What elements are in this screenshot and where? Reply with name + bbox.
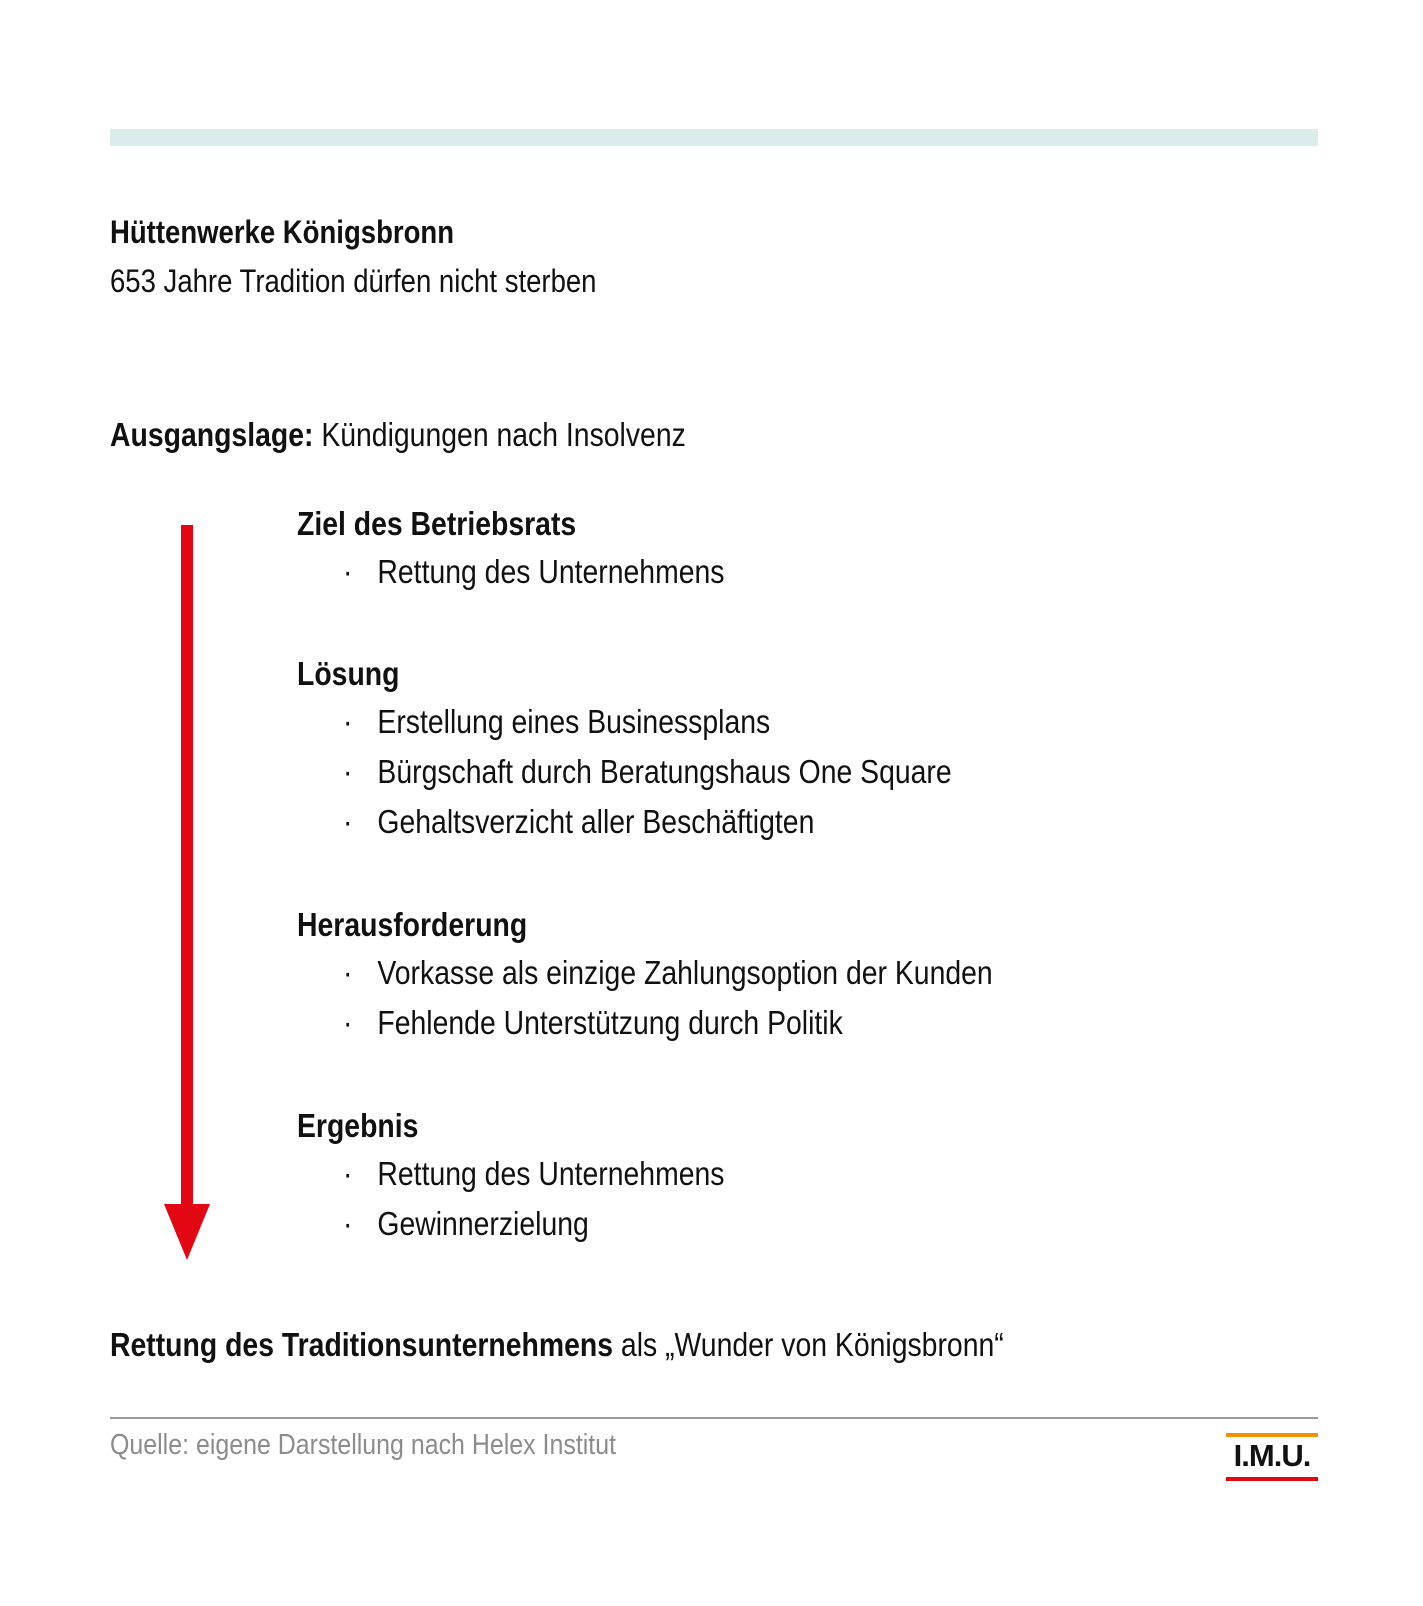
- bullet-icon: ·: [343, 753, 353, 790]
- list-item: [343, 703, 770, 741]
- list-item-text: Gewinnerzielung: [377, 1205, 589, 1242]
- section-heading-solution: Lösung: [297, 655, 400, 692]
- starting-situation-text: Kündigungen nach Insolvenz: [313, 416, 686, 453]
- list-item: [343, 1155, 724, 1193]
- footer-divider: [110, 1417, 1318, 1419]
- list-item: [343, 1205, 589, 1243]
- list-item-text: Fehlende Unterstützung durch Politik: [377, 1004, 843, 1041]
- final-result-bold: Rettung des Traditionsunternehmens: [110, 1326, 614, 1363]
- starting-situation-label: Ausgangslage:: [110, 416, 314, 453]
- list-item-text: Rettung des Unternehmens: [377, 1155, 725, 1192]
- list-item: [343, 1004, 843, 1042]
- list-item: [343, 553, 724, 591]
- page-subtitle: 653 Jahre Tradition dürfen nicht sterben: [110, 263, 597, 299]
- bullet-icon: ·: [343, 1155, 353, 1192]
- bullet-icon: ·: [343, 954, 353, 991]
- bullet-icon: ·: [343, 803, 353, 840]
- bullet-icon: ·: [343, 703, 353, 740]
- down-arrow-icon: [164, 1204, 210, 1260]
- section-heading-challenge: Herausforderung: [297, 906, 528, 943]
- final-result: [110, 1326, 1004, 1364]
- list-item-text: Bürgschaft durch Beratungshaus One Square: [377, 753, 952, 790]
- down-arrow-shaft: [181, 525, 193, 1208]
- logo-text: I.M.U.: [1233, 1438, 1311, 1473]
- final-result-rest: als „Wunder von Königsbronn“: [613, 1326, 1004, 1363]
- section-heading-goal: Ziel des Betriebsrats: [297, 505, 577, 542]
- starting-situation: [110, 416, 686, 454]
- bullet-icon: ·: [343, 553, 353, 590]
- imu-logo: [1226, 1433, 1318, 1481]
- list-item: [343, 803, 814, 841]
- bullet-icon: ·: [343, 1004, 353, 1041]
- top-accent-bar: [110, 129, 1318, 146]
- list-item: [343, 753, 952, 791]
- list-item-text: Gehaltsverzicht aller Beschäftigten: [377, 803, 815, 840]
- list-item: [343, 954, 993, 992]
- list-item-text: Vorkasse als einzige Zahlungsoption der Kunden: [377, 954, 993, 991]
- list-item-text: Rettung des Unternehmens: [377, 553, 725, 590]
- bullet-icon: ·: [343, 1205, 353, 1242]
- logo-bottom-stripe: [1226, 1477, 1318, 1481]
- page-title: Hüttenwerke Königsbronn: [110, 214, 455, 250]
- logo-top-stripe: [1226, 1433, 1318, 1437]
- list-item-text: Erstellung eines Businessplans: [377, 703, 771, 740]
- source-note: Quelle: eigene Darstellung nach Helex Institut: [110, 1429, 617, 1461]
- section-heading-result: Ergebnis: [297, 1107, 419, 1144]
